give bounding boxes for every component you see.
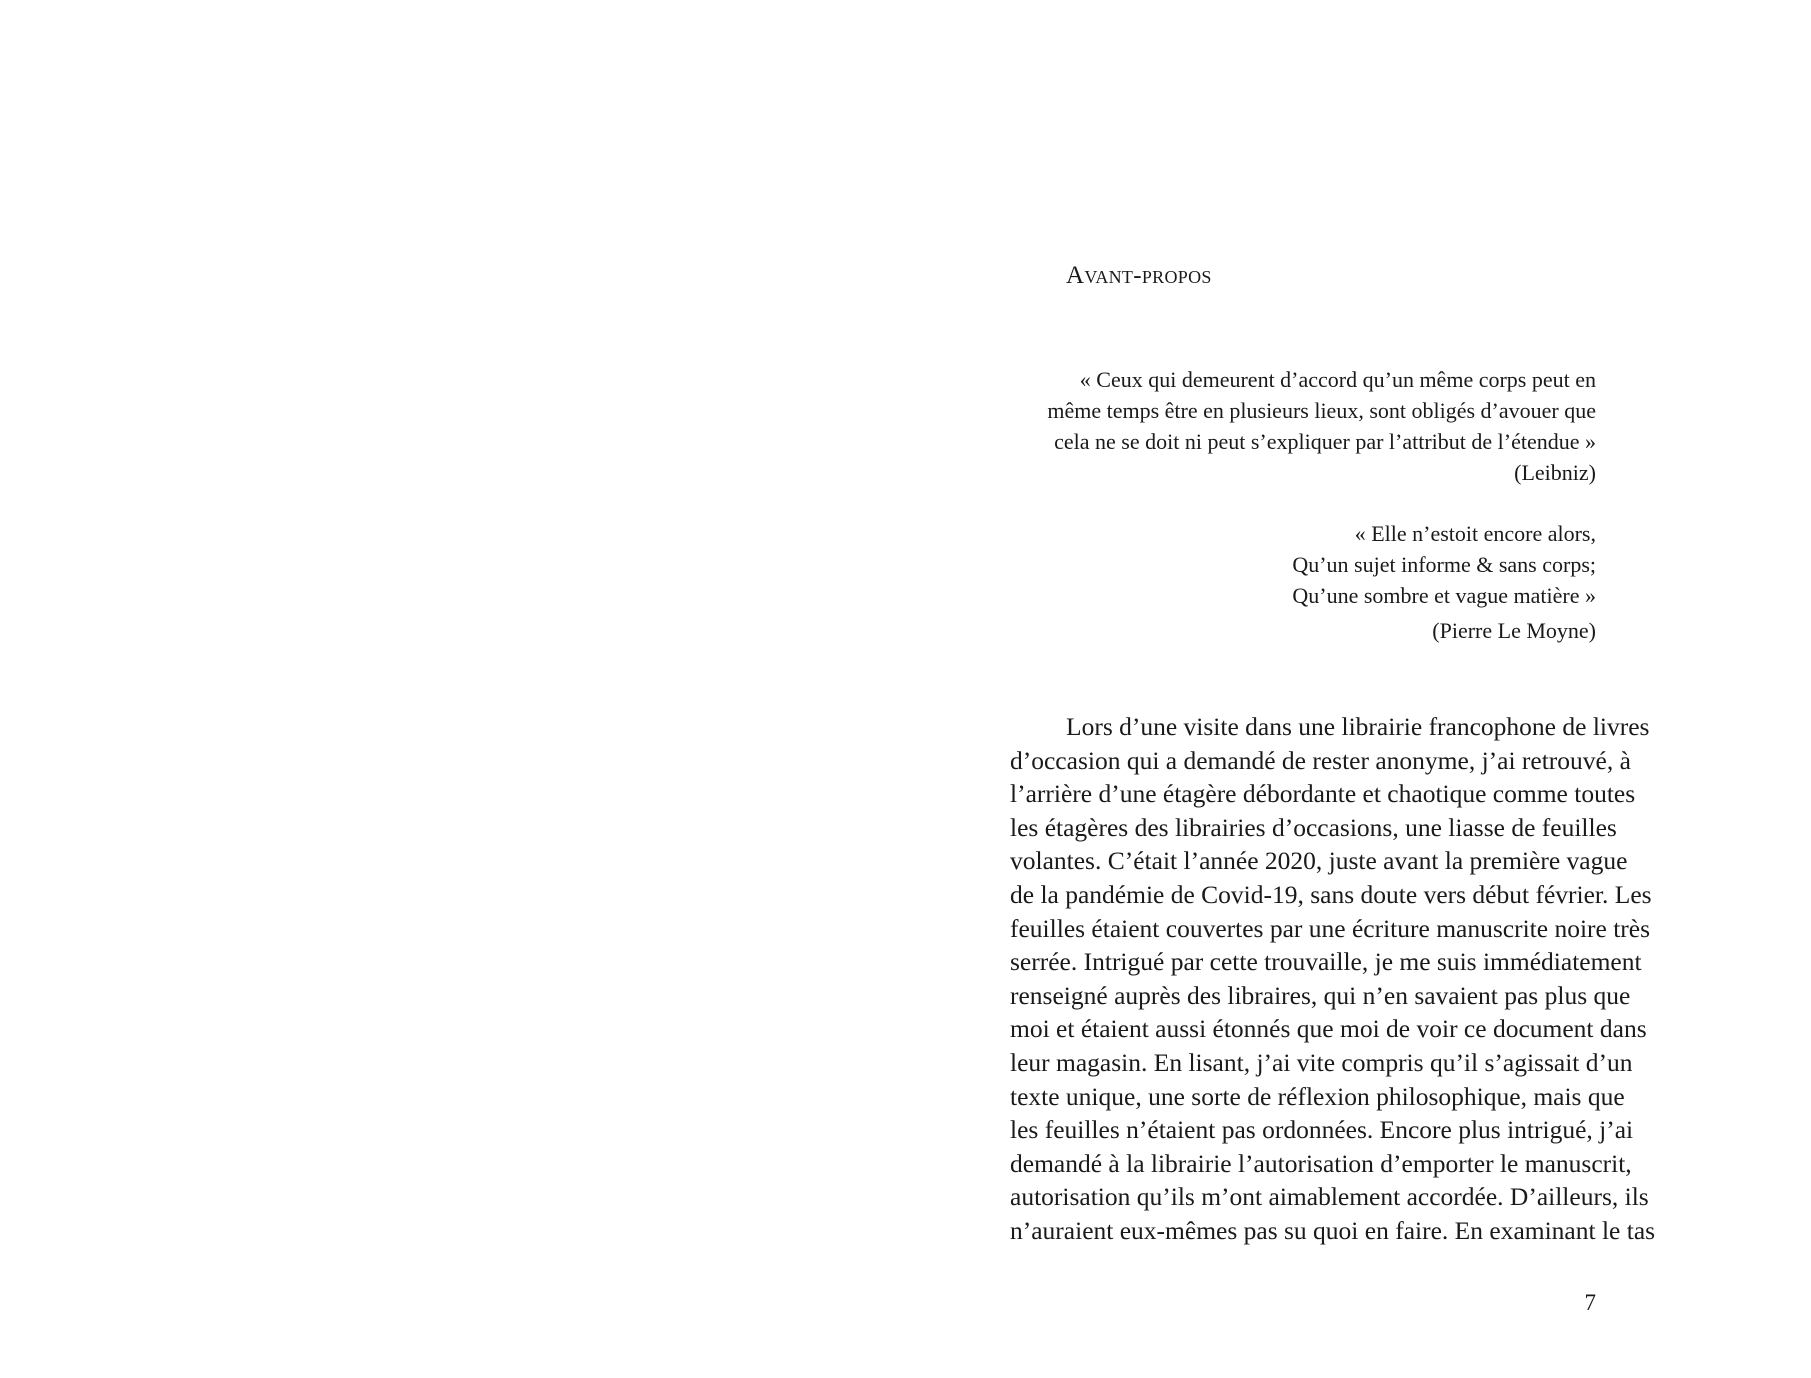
epigraph-attribution: (Pierre Le Moyne) [1432, 618, 1596, 643]
body-line: Lors d’une visite dans une librairie francophone de livres [1066, 712, 1650, 741]
body-line: les feuilles n’étaient pas ordonnées. Encore plus intrigué, j’ai [1010, 1115, 1634, 1145]
body-line: volantes. C’était l’année 2020, juste avant la première vague [1010, 846, 1628, 876]
body-line: texte unique, une sorte de réflexion philosophique, mais que [1010, 1081, 1625, 1111]
epigraph-line: cela ne se doit ni peut s’expliquer par l’attribut de l’étendue » [1054, 429, 1596, 454]
body-line: leur magasin. En lisant, j’ai vite compris qu’il s’agissait d’un [1010, 1047, 1633, 1077]
epigraph-line: Qu’une sombre et vague matière » [1292, 583, 1596, 608]
epigraph-line: Qu’un sujet informe & sans corps; [1292, 552, 1596, 577]
epigraph-attribution: (Leibniz) [1514, 460, 1596, 485]
epigraph-le-moyne [1292, 518, 1596, 646]
body-line: renseigné auprès des libraires, qui n’en savaient pas plus que [1010, 980, 1631, 1010]
body-line: demandé à la librairie l’autorisation d’emporter le manuscrit, [1010, 1148, 1632, 1178]
epigraph-leibniz [1047, 364, 1596, 488]
body-line: de la pandémie de Covid-19, sans doute vers début février. Les [1010, 879, 1652, 909]
body-line: moi et étaient aussi étonnés que moi de voir ce document dans [1010, 1014, 1647, 1044]
body-line: les étagères des librairies d’occasions, une liasse de feuilles [1010, 812, 1617, 842]
epigraph-line: « Elle n’estoit encore alors, [1354, 521, 1596, 546]
body-line: serrée. Intrigué par cette trouvaille, je me suis immédiatement [1010, 947, 1642, 977]
body-paragraph [1010, 710, 1656, 1248]
body-line: autorisation qu’ils m’ont aimablement accordée. D’ailleurs, ils [1010, 1182, 1649, 1212]
page-number: 7 [1584, 1290, 1596, 1315]
body-line: d’occasion qui a demandé de rester anonyme, j’ai retrouvé, à [1010, 745, 1631, 775]
body-line: feuilles étaient couvertes par une écriture manuscrite noire très [1010, 913, 1651, 943]
right-page [905, 0, 1811, 1378]
body-line: n’auraient eux-mêmes pas su quoi en faire. En examinant le tas [1010, 1215, 1656, 1245]
epigraph-line: même temps être en plusieurs lieux, sont obligés d’avouer que [1047, 398, 1596, 423]
epigraph-line: « Ceux qui demeurent d’accord qu’un même corps peut en [1079, 367, 1596, 392]
body-line: l’arrière d’une étagère débordante et chaotique comme toutes [1010, 779, 1636, 809]
left-page-blank [0, 0, 905, 1378]
chapter-title: Avant-propos [1066, 262, 1212, 289]
